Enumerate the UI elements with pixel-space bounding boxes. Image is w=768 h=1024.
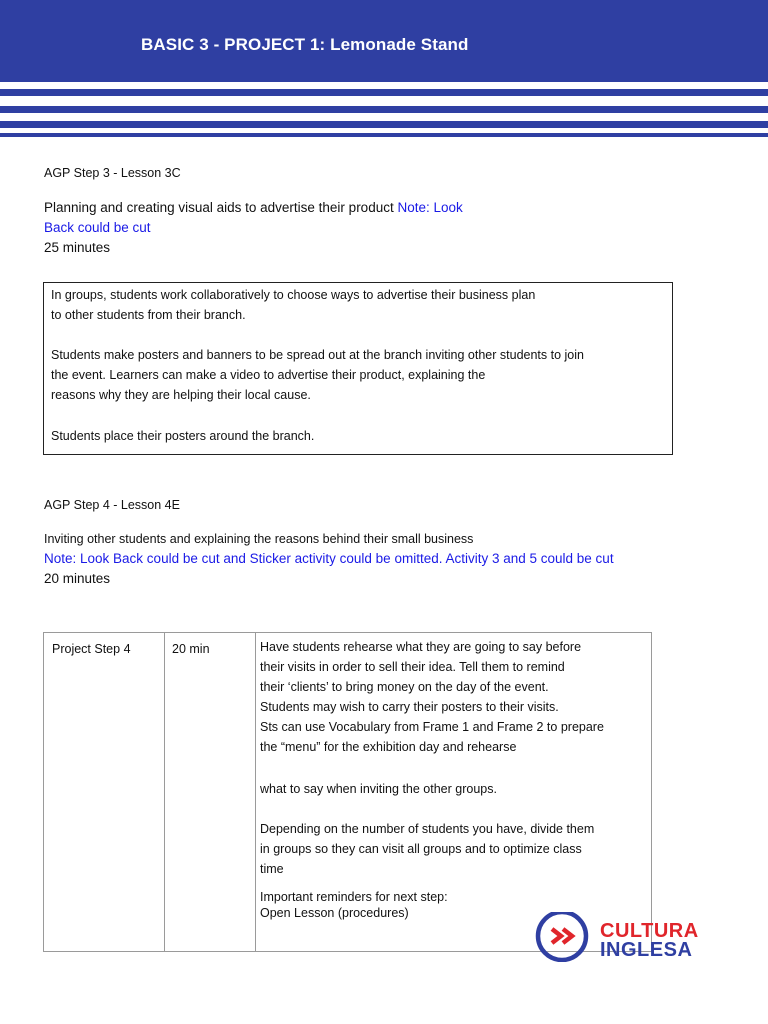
section1-instructions-box — [43, 282, 673, 455]
box-line: to other students from their branch. — [51, 308, 246, 322]
activity-table — [43, 632, 652, 952]
header-stripe — [0, 106, 768, 113]
table-divider — [255, 633, 256, 951]
table-cell-procedure: Students may wish to carry their posters to their visits. — [260, 700, 559, 714]
section2-duration: 20 minutes — [44, 571, 111, 586]
table-cell-procedure: Sts can use Vocabulary from Frame 1 and Frame 2 to prepare — [260, 720, 604, 734]
logo-mark-icon — [533, 912, 593, 962]
table-cell-procedure: the “menu” for the exhibition day and rehearse — [260, 740, 517, 754]
section1-heading-text: Planning and creating visual aids to advertise their product — [44, 200, 394, 215]
page-title: BASIC 3 - PROJECT 1: Lemonade Stand — [141, 35, 469, 54]
box-line: In groups, students work collaboratively to choose ways to advertise their business plan — [51, 288, 536, 302]
box-line: reasons why they are helping their local cause. — [51, 388, 311, 402]
section1-note-cont: Back could be cut — [44, 220, 151, 235]
header-stripe — [0, 89, 768, 96]
table-cell-procedure: Important reminders for next step: — [260, 890, 448, 904]
table-cell-step: Project Step 4 — [52, 642, 131, 656]
table-cell-procedure: time — [260, 862, 284, 876]
table-cell-procedure: Depending on the number of students you have, divide them — [260, 822, 595, 836]
header-stripe — [0, 121, 768, 128]
header-stripe — [0, 133, 768, 137]
section2-note: Note: Look Back could be cut and Sticker activity could be omitted. Activity 3 and 5 could be cut — [44, 551, 614, 566]
cultura-inglesa-logo — [533, 912, 713, 962]
section1-note: Note: Look — [397, 200, 463, 215]
table-cell-procedure: what to say when inviting the other groups. — [260, 782, 497, 796]
table-cell-time: 20 min — [172, 642, 210, 656]
logo-text-inglesa: INGLESA — [600, 939, 693, 961]
table-cell-procedure: in groups so they can visit all groups and to optimize class — [260, 842, 582, 856]
section2-step-label: AGP Step 4 - Lesson 4E — [44, 498, 180, 512]
section1-duration: 25 minutes — [44, 240, 111, 255]
table-cell-procedure: Have students rehearse what they are going to say before — [260, 640, 582, 654]
section1-step-label: AGP Step 3 - Lesson 3C — [44, 166, 181, 180]
table-cell-procedure: Open Lesson (procedures) — [260, 906, 409, 920]
table-divider — [164, 633, 165, 951]
box-line: Students place their posters around the branch. — [51, 429, 315, 443]
table-cell-procedure: their visits in order to sell their idea. Tell them to remind — [260, 660, 565, 674]
box-line: the event. Learners can make a video to advertise their product, explaining the — [51, 368, 486, 382]
section2-heading: Inviting other students and explaining the reasons behind their small business — [44, 532, 474, 546]
logo-text-cultura: CULTURA — [600, 920, 699, 942]
table-cell-procedure: their ‘clients’ to bring money on the day of the event. — [260, 680, 549, 694]
box-line: Students make posters and banners to be spread out at the branch inviting other students to join — [51, 348, 584, 362]
section1-heading — [44, 198, 463, 218]
